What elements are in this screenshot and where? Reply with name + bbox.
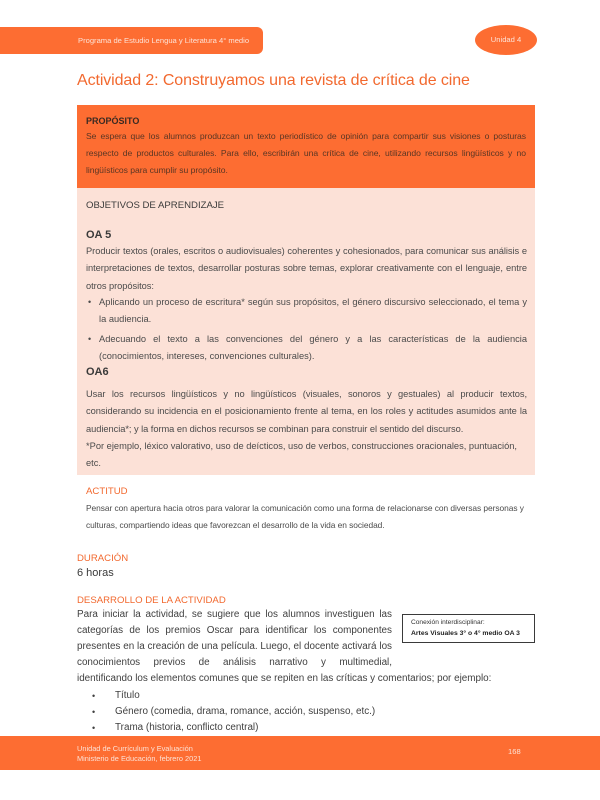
development-list	[92, 688, 375, 736]
bullet-icon: •	[88, 297, 92, 307]
duration-value: 6 horas	[77, 567, 114, 579]
footer-organization: Unidad de Currículum y Evaluación	[77, 744, 193, 753]
objectives-heading: OBJETIVOS DE APRENDIZAJE	[86, 200, 225, 211]
oa6-title: OA6	[86, 366, 109, 378]
interdisciplinary-connection-box	[402, 614, 535, 643]
duration-heading: DURACIÓN	[77, 553, 129, 564]
development-list-text: Título	[115, 690, 140, 701]
program-label: Programa de Estudio Lengua y Literatura 4° medio	[78, 36, 250, 45]
oa5-title: OA 5	[86, 229, 112, 241]
purpose-box	[77, 105, 535, 188]
connection-value: Artes Visuales 3° o 4° medio OA 3	[411, 630, 520, 637]
program-header-band	[0, 27, 263, 54]
purpose-text: Se espera que los alumnos produzcan un texto periodístico de opinión para compartir sus visiones o posturas respecto de productos culturales. Para ello, escribirán una crítica de cine, utilizando recursos lingüísticos y no lingüísticos para cumplir su propósito.	[86, 131, 526, 175]
oa5-bullet-item	[86, 294, 527, 329]
oa6-text: Usar los recursos lingüísticos y no lingüísticos (visuales, sonoros y gestuales) al producir textos, considerando su incidencia en el posicionamiento frente al tema, en los roles y actitudes asumidos ante la audiencia*; y la forma en dichos recursos se combinan para construir el sentido del discurso.	[86, 389, 527, 434]
attitude-heading: ACTITUD	[86, 486, 128, 497]
page-number: 168	[508, 747, 521, 756]
footer-ministry-date: Ministerio de Educación, febrero 2021	[77, 754, 202, 763]
activity-title: Actividad 2: Construyamos una revista de crítica de cine	[77, 72, 470, 89]
oa6-footnote: *Por ejemplo, léxico valorativo, uso de deícticos, uso de verbos, construcciones oracionales, puntuación, etc.	[86, 441, 517, 469]
oa5-bullet-text: Aplicando un proceso de escritura* según sus propósitos, el género discursivo seleccionado, el tema y la audiencia.	[99, 297, 527, 325]
development-list-item	[92, 688, 375, 704]
unit-badge	[475, 25, 537, 55]
oa5-text: Producir textos (orales, escritos o audiovisuales) coherentes y cohesionados, para comunicar sus análisis e interpretaciones de textos, desarrollar posturas sobre temas, explorar creativamente con el lenguaje, entre otros propósitos:	[86, 246, 527, 291]
development-text-continued: identificando los elementos comunes que se repiten en las críticas y comentarios; por ejemplo:	[77, 673, 492, 684]
development-list-text: Género (comedia, drama, romance, acción, suspenso, etc.)	[115, 706, 376, 717]
bullet-icon: •	[92, 691, 96, 701]
development-list-text: Trama (historia, conflicto central)	[115, 722, 259, 733]
footer-band	[0, 736, 600, 770]
objectives-box	[77, 188, 535, 475]
bullet-icon: •	[92, 707, 96, 717]
oa5-bullet-item	[86, 331, 527, 366]
development-text: Para iniciar la actividad, se sugiere que los alumnos investiguen las categorías de los premios Oscar para identificar los componentes presentes en la creación de una película. Luego, el docente activará los conocimientos previos de análisis narrativo y multimedial,	[77, 609, 392, 668]
bullet-icon: •	[88, 333, 92, 344]
connection-label: Conexión interdisciplinar:	[411, 619, 485, 626]
development-heading: DESARROLLO DE LA ACTIVIDAD	[77, 595, 226, 606]
development-list-item	[92, 704, 375, 720]
development-list-item	[92, 720, 375, 736]
unit-label: Unidad 4	[490, 35, 522, 44]
purpose-heading: PROPÓSITO	[86, 116, 140, 126]
oa5-bullet-list	[86, 294, 527, 368]
bullet-icon: •	[92, 723, 96, 733]
attitude-text: Pensar con apertura hacia otros para valorar la comunicación como una forma de relacionarse con diversas personas y culturas, compartiendo ideas que favorezcan el desarrollo de la vida en sociedad.	[86, 503, 524, 530]
oa5-bullet-text: Adecuando el texto a las convenciones del género y a las características de la audiencia (conocimientos, intereses, convenciones culturales).	[99, 333, 527, 362]
